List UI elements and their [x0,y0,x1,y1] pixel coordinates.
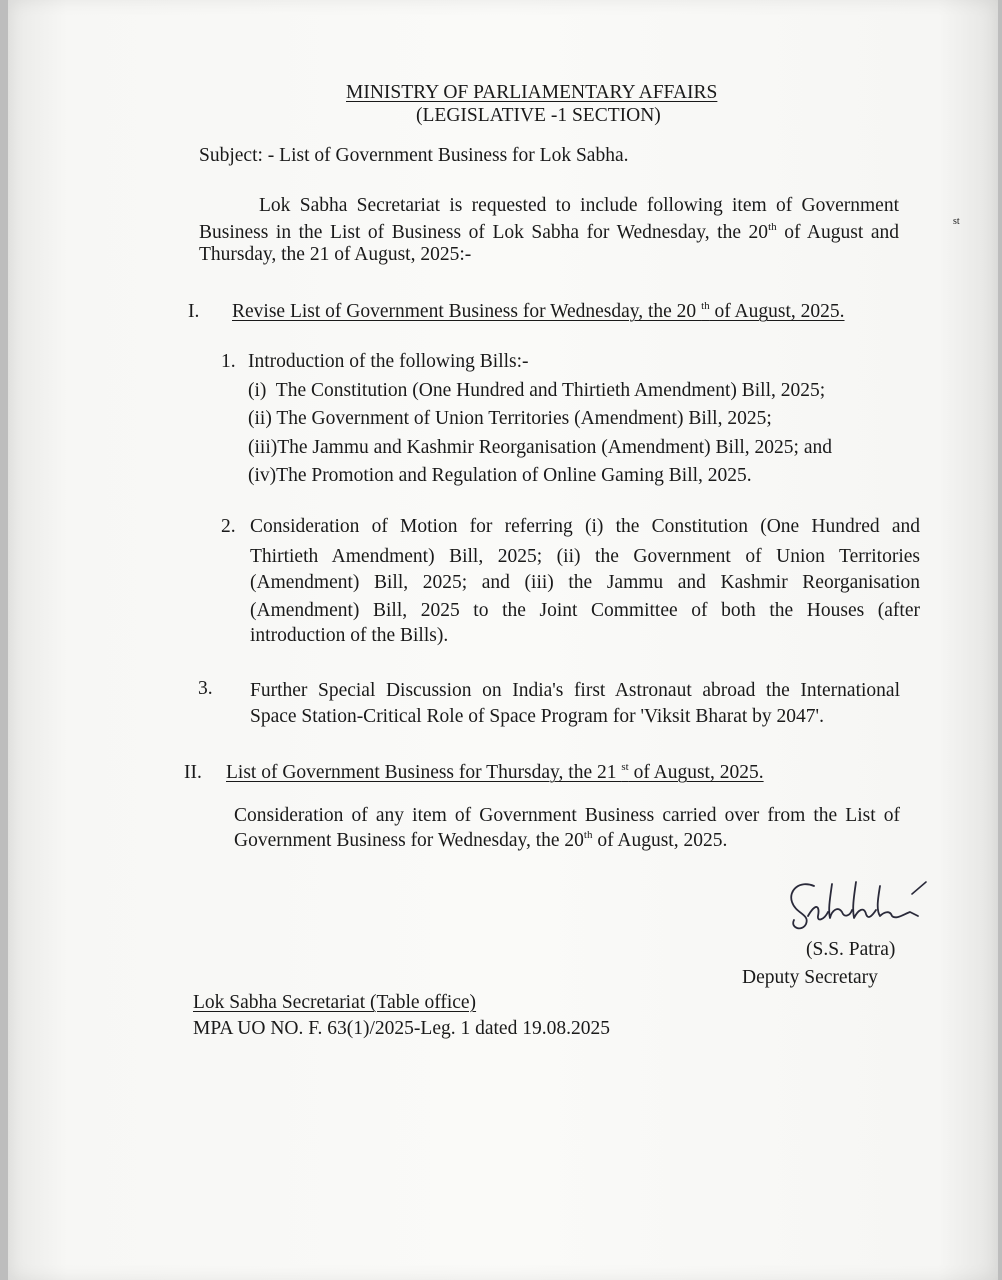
signatory-name: (S.S. Patra) [806,939,896,960]
item-3-line: Space Station-Critical Role of Space Program for 'Viksit Bharat by 2047'. [250,706,824,727]
item-2-line: Thirtieth Amendment) Bill, 2025; (ii) the Government of Union Territories [250,546,920,567]
part-2-line-2: Government Business for Wednesday, the 20th of August, 2025. [234,829,728,851]
subject-line: Subject: - List of Government Business for Lok Sabha. [199,145,629,166]
signatory-designation: Deputy Secretary [742,967,878,988]
scan-edge-left [0,0,8,1280]
part-1-numeral: I. [188,301,200,322]
item-2-line: (Amendment) Bill, 2025; and (iii) the Jammu and Kashmir Reorganisation [250,572,920,593]
bill-item: (ii) The Government of Union Territories (Amendment) Bill, 2025; [248,408,772,429]
document-page [8,0,998,1280]
bill-item: (i) The Constitution (One Hundred and Thirtieth Amendment) Bill, 2025; [248,380,826,401]
bill-item: (iv)The Promotion and Regulation of Online Gaming Bill, 2025. [248,465,752,486]
scan-edge-right [998,0,1002,1280]
item-3-number: 3. [198,678,213,699]
part-2-heading: List of Government Business for Thursday, the 21 $^{st}$ of August, 2025. [226,761,764,783]
item-2-line: Consideration of Motion for referring (i) the Constitution (One Hundred and [250,516,920,537]
addressee: Lok Sabha Secretariat (Table office) [193,992,477,1013]
handwritten-signature [786,876,931,934]
part-2-numeral: II. [184,762,202,783]
item-2-number: 2. [221,516,236,537]
intro-line-1: Lok Sabha Secretariat is requested to include following item of Government [259,195,899,216]
item-2-line: introduction of the Bills). [250,625,449,646]
part-2-line-1: Consideration of any item of Government Business carried over from the List of [234,805,900,826]
item-1-title: Introduction of the following Bills:- [248,351,529,372]
section-heading: (LEGISLATIVE -1 SECTION) [416,105,661,126]
ministry-heading: MINISTRY OF PARLIAMENTARY AFFAIRS [346,82,718,103]
bill-item: (iii)The Jammu and Kashmir Reorganisation (Amendment) Bill, 2025; and [248,437,832,458]
intro-line-3: Thursday, the 21 of August, 2025:- [199,244,472,265]
reference-number: MPA UO NO. F. 63(1)/2025-Leg. 1 dated 19.08.2025 [193,1018,610,1039]
intro-line-2: Business in the List of Business of Lok Sabha for Wednesday, the 20th of August and [199,221,899,243]
item-1-number: 1. [221,351,236,372]
item-3-line: Further Special Discussion on India's first Astronaut abroad the International [250,680,900,701]
part-1-heading: Revise List of Government Business for Wednesday, the 20 $^{th}$ of August, 2025. [232,300,845,322]
margin-mark: st [953,216,960,227]
item-2-line: (Amendment) Bill, 2025 to the Joint Committee of both the Houses (after [250,600,920,621]
